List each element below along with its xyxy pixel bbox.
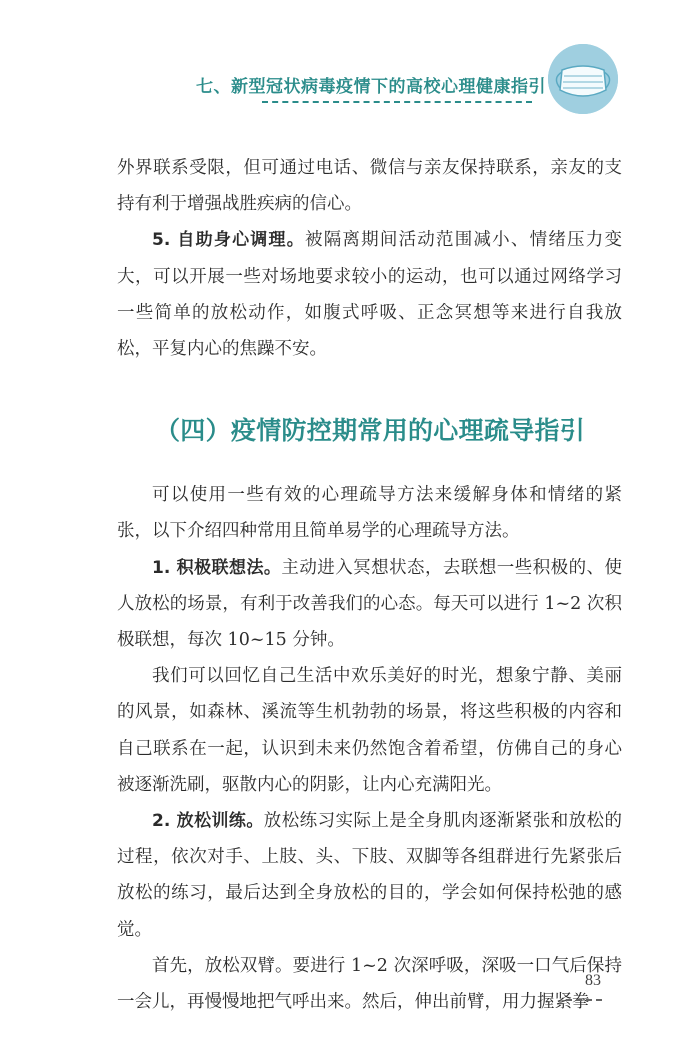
paragraph-contact: 外界联系受限，但可通过电话、微信与亲友保持联系，亲友的支持有利于增强战胜疾病的信心。 bbox=[117, 158, 622, 215]
section-heading: （四）疫情防控期常用的心理疏导指引 bbox=[155, 416, 586, 446]
item-text-self-regulation: 被隔离期间活动范围减小、情绪压力变大，可以开展一些对场地要求较小的运动，也可以通过网络学习一些简单的放松动作，如腹式呼吸、正念冥想等来进行自我放松，平复内心的焦躁不安。 bbox=[117, 230, 622, 360]
item-label-self-regulation: 5. 自助身心调理。 bbox=[152, 230, 305, 251]
page-header bbox=[0, 0, 700, 120]
face-mask-icon bbox=[548, 44, 618, 114]
paragraph-section-intro: 可以使用一些有效的心理疏导方法来缓解身体和情绪的紧张，以下介绍四种常用且简单易学的心理疏导方法。 bbox=[117, 485, 622, 542]
paragraph-self-regulation bbox=[117, 222, 622, 367]
item-text-positive-association: 主动进入冥想状态，去联想一些积极的、使人放松的场景，有利于改善我们的心态。每天可以进行 1~2 次积极联想，每次 10~15 分钟。 bbox=[117, 557, 622, 651]
running-header-title: 七、新型冠状病毒疫情下的高校心理健康指引 bbox=[196, 77, 546, 97]
footer-dashed-rule bbox=[566, 999, 602, 1001]
face-mask-graphic bbox=[548, 44, 618, 114]
header-dashed-rule bbox=[262, 101, 532, 103]
item-label-positive-association: 1. 积极联想法。 bbox=[152, 557, 282, 578]
page-number: 83 bbox=[585, 972, 601, 989]
paragraph-positive-association-detail: 我们可以回忆自己生活中欢乐美好的时光，想象宁静、美丽的风景，如森林、溪流等生机勃勃的场景，将这些积极的内容和自己联系在一起，认识到未来仍然饱含着希望，仿佛自己的身心被逐渐洗刷，驱散内心的阴影，让内心充满阳光。 bbox=[117, 666, 622, 795]
paragraph-positive-association bbox=[117, 550, 622, 659]
paragraph-relaxation-training bbox=[117, 803, 622, 948]
item-label-relaxation-training: 2. 放松训练。 bbox=[152, 811, 264, 832]
item-text-relaxation-training: 放松练习实际上是全身肌肉逐渐紧张和放松的过程，依次对手、上肢、头、下肢、双脚等各组群进行先紧张后放松的练习，最后达到全身放松的目的，学会如何保持松弛的感觉。 bbox=[117, 811, 622, 940]
page-body bbox=[117, 150, 622, 1020]
paragraph-relaxation-steps: 首先，放松双臂。要进行 1~2 次深呼吸，深吸一口气后保持一会儿，再慢慢地把气呼出来。然后，伸出前臂，用力握紧拳 bbox=[117, 955, 622, 1013]
